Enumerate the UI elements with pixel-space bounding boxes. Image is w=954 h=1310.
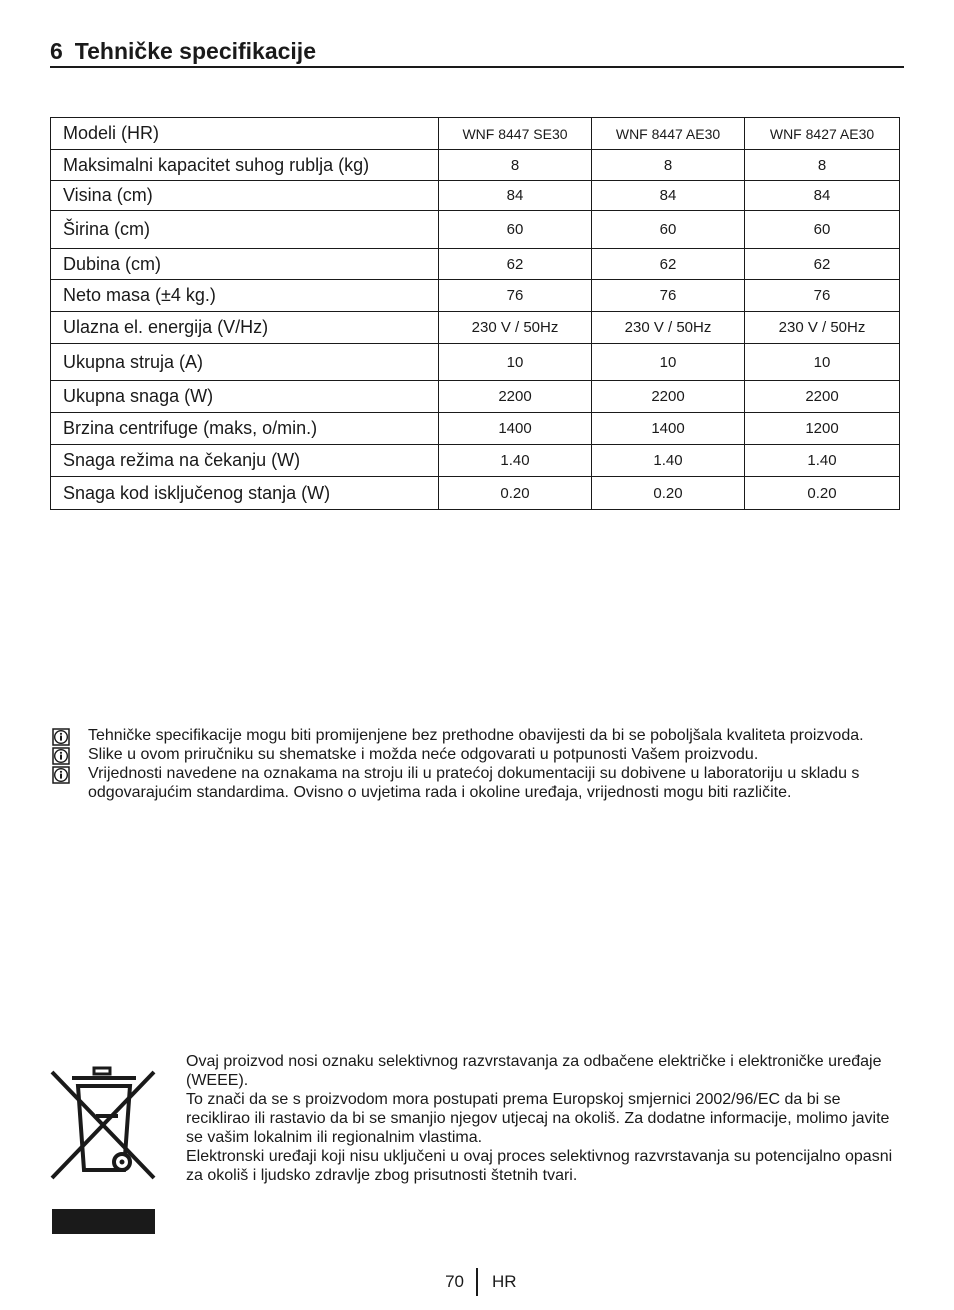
row-value: 10 bbox=[592, 344, 745, 381]
table-row bbox=[51, 312, 900, 344]
row-value: 84 bbox=[439, 181, 592, 211]
row-value: 60 bbox=[439, 211, 592, 249]
row-label: Visina (cm) bbox=[51, 181, 439, 211]
weee-paragraph: Ovaj proizvod nosi oznaku selektivnog razvrstavanja za odbačene električke i elektroničke uređaje (WEEE). bbox=[186, 1053, 882, 1089]
page-footer bbox=[0, 1268, 954, 1298]
row-value: 230 V / 50Hz bbox=[745, 312, 900, 344]
row-value: 62 bbox=[745, 249, 900, 280]
table-row bbox=[51, 344, 900, 381]
section-heading bbox=[50, 36, 904, 68]
weee-notice bbox=[186, 1052, 906, 1185]
table-row bbox=[51, 181, 900, 211]
row-value: 1400 bbox=[439, 413, 592, 445]
info-icon bbox=[52, 728, 70, 746]
row-label: Ulazna el. energija (V/Hz) bbox=[51, 312, 439, 344]
row-value: 0.20 bbox=[439, 477, 592, 510]
table-row bbox=[51, 413, 900, 445]
row-value: 1200 bbox=[745, 413, 900, 445]
weee-crossed-bin-icon bbox=[50, 1066, 156, 1182]
row-value: 230 V / 50Hz bbox=[439, 312, 592, 344]
table-row bbox=[51, 150, 900, 181]
model-name: WNF 8447 SE30 bbox=[439, 118, 592, 150]
note-item bbox=[52, 764, 922, 802]
row-value: 1.40 bbox=[439, 445, 592, 477]
row-label: Dubina (cm) bbox=[51, 249, 439, 280]
row-value: 76 bbox=[745, 280, 900, 312]
row-label: Brzina centrifuge (maks, o/min.) bbox=[51, 413, 439, 445]
page-number: 70 bbox=[445, 1272, 464, 1291]
row-label: Ukupna snaga (W) bbox=[51, 381, 439, 413]
notes-list bbox=[52, 726, 922, 802]
note-text: Vrijednosti navedene na oznakama na stroju ili u pratećoj dokumentaciji su dobivene u laboratoriju u skladu s odgovarajućim standardima. Ovisno o uvjetima rada i okoline uređaja, vrijednosti mogu biti različite. bbox=[88, 765, 860, 801]
row-label: Maksimalni kapacitet suhog rublja (kg) bbox=[51, 150, 439, 181]
row-value: 84 bbox=[745, 181, 900, 211]
row-label: Snaga kod isključenog stanja (W) bbox=[51, 477, 439, 510]
row-value: 1.40 bbox=[592, 445, 745, 477]
table-row bbox=[51, 477, 900, 510]
specifications-table bbox=[50, 117, 900, 510]
header-label: Modeli (HR) bbox=[51, 118, 439, 150]
table-row bbox=[51, 445, 900, 477]
row-value: 2200 bbox=[439, 381, 592, 413]
row-label: Snaga režima na čekanju (W) bbox=[51, 445, 439, 477]
model-name: WNF 8427 AE30 bbox=[745, 118, 900, 150]
row-value: 76 bbox=[439, 280, 592, 312]
row-label: Neto masa (±4 kg.) bbox=[51, 280, 439, 312]
info-icon bbox=[52, 747, 70, 765]
row-value: 8 bbox=[745, 150, 900, 181]
note-item bbox=[52, 745, 922, 764]
weee-paragraph: Elektronski uređaji koji nisu uključeni u ovaj proces selektivnog razvrstavanja su potencijalno opasni za okoliš i ljudsko zdravlje zbog prisutnosti štetnih tvari. bbox=[186, 1148, 893, 1184]
row-value: 8 bbox=[439, 150, 592, 181]
row-label: Ukupna struja (A) bbox=[51, 344, 439, 381]
row-value: 62 bbox=[439, 249, 592, 280]
model-name: WNF 8447 AE30 bbox=[592, 118, 745, 150]
note-item bbox=[52, 726, 922, 745]
row-value: 8 bbox=[592, 150, 745, 181]
row-value: 62 bbox=[592, 249, 745, 280]
language-code: HR bbox=[492, 1272, 517, 1291]
weee-paragraph: To znači da se s proizvodom mora postupati prema Europskoj smjernici 2002/96/EC da bi se reciklirao ili rastavio da bi se smanjio njegov utjecaj na okoliš. Za dodatne informacije, molimo javite se vašim lokalnim ili regionalnim vlastima. bbox=[186, 1091, 890, 1146]
info-icon bbox=[52, 766, 70, 784]
table-row bbox=[51, 249, 900, 280]
row-value: 2200 bbox=[745, 381, 900, 413]
note-text: Tehničke specifikacije mogu biti promijenjene bez prethodne obavijesti da bi se poboljšala kvaliteta proizvoda. bbox=[88, 727, 864, 744]
row-value: 76 bbox=[592, 280, 745, 312]
table-row bbox=[51, 211, 900, 249]
table-header-row bbox=[51, 118, 900, 150]
row-value: 2200 bbox=[592, 381, 745, 413]
table-row bbox=[51, 280, 900, 312]
row-value: 1.40 bbox=[745, 445, 900, 477]
note-text: Slike u ovom priručniku su shematske i možda neće odgovarati u potpunosti Vašem proizvodu. bbox=[88, 746, 759, 763]
row-label: Širina (cm) bbox=[51, 211, 439, 249]
row-value: 230 V / 50Hz bbox=[592, 312, 745, 344]
row-value: 84 bbox=[592, 181, 745, 211]
row-value: 1400 bbox=[592, 413, 745, 445]
footer-divider bbox=[476, 1268, 478, 1296]
row-value: 10 bbox=[439, 344, 592, 381]
section-number: 6 bbox=[50, 38, 63, 64]
row-value: 60 bbox=[745, 211, 900, 249]
table-row bbox=[51, 381, 900, 413]
section-title: Tehničke specifikacije bbox=[74, 38, 316, 64]
row-value: 60 bbox=[592, 211, 745, 249]
weee-black-bar bbox=[52, 1209, 155, 1234]
row-value: 0.20 bbox=[592, 477, 745, 510]
row-value: 10 bbox=[745, 344, 900, 381]
row-value: 0.20 bbox=[745, 477, 900, 510]
